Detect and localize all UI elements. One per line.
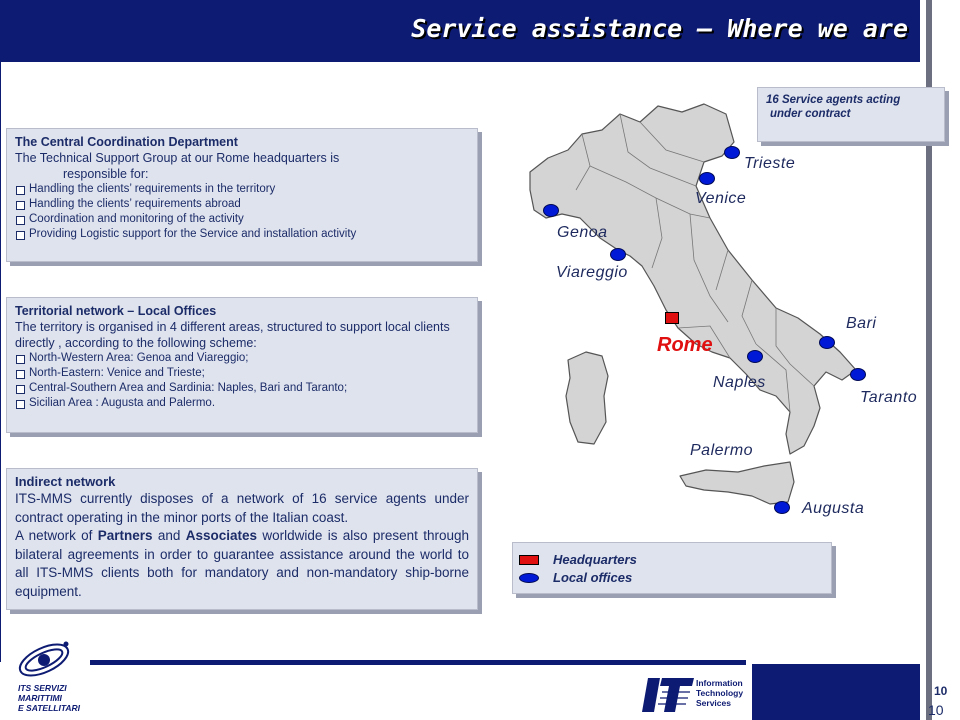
services-line-3: Services xyxy=(696,698,731,708)
legend-local-label: Local offices xyxy=(553,570,633,585)
city-label-trieste: Trieste xyxy=(744,155,796,172)
territorial-intro: The territory is organised in 4 different areas, structured to support local clients directly , according to the following scheme: xyxy=(15,320,450,350)
city-label-venice: Venice xyxy=(695,190,747,207)
territorial-title: Territorial network – Local Offices xyxy=(15,304,217,318)
list-item: Handling the clients’ requirements in the territory xyxy=(15,182,469,197)
city-label-palermo: Palermo xyxy=(690,442,754,459)
indirect-paragraph-2 xyxy=(15,527,469,601)
legend-row-local xyxy=(519,570,632,585)
its-services-name xyxy=(696,678,743,708)
list-item: Handling the clients’ requirements abroad xyxy=(15,197,469,212)
sardinia-shape xyxy=(566,352,608,444)
list-item: Central-Southern Area and Sardinia: Naples, Bari and Taranto; xyxy=(15,381,469,396)
indirect-network-box xyxy=(6,468,478,610)
agents-line-1: 16 Service agents acting xyxy=(766,94,901,106)
indirect-paragraph-1: ITS-MMS currently disposes of a network of 16 service agents under contract operating in the minor ports of the Italian coast. xyxy=(15,491,469,525)
left-border-line xyxy=(0,62,1,662)
services-line-1: Information xyxy=(696,678,743,688)
central-bullet-list xyxy=(15,182,469,242)
central-title: The Central Coordination Department xyxy=(15,135,238,149)
legend-row-hq xyxy=(519,552,637,567)
office-marker-taranto xyxy=(850,368,866,381)
office-marker-trieste xyxy=(724,146,740,159)
territorial-network-box xyxy=(6,297,478,433)
list-item: Providing Logistic support for the Service and installation activity xyxy=(15,227,469,242)
list-item: North-Western Area: Genoa and Viareggio; xyxy=(15,351,469,366)
services-line-2: Technology xyxy=(696,688,744,698)
indirect-p2-a: A network of xyxy=(15,528,98,543)
indirect-p2-e: worldwide is also present through bilateral agreements in order to guarantee assistance around the world to all ITS-MMS clients both for mandatory and non-mandatory ship-borne equipment. xyxy=(15,528,470,599)
hq-swatch xyxy=(519,555,539,565)
office-marker-bari xyxy=(819,336,835,349)
city-label-taranto: Taranto xyxy=(860,389,918,406)
office-marker-genoa xyxy=(543,204,559,217)
list-item: North-Eastern: Venice and Trieste; xyxy=(15,366,469,381)
office-marker-augusta xyxy=(774,501,790,514)
indirect-title: Indirect network xyxy=(15,474,116,489)
office-marker-venice xyxy=(699,172,715,185)
territorial-bullet-list xyxy=(15,351,469,411)
associates-label: Associates xyxy=(185,528,258,543)
city-label-naples: Naples xyxy=(713,374,766,391)
city-label-bari: Bari xyxy=(846,315,877,332)
list-item: Coordination and monitoring of the activity xyxy=(15,212,469,227)
its-line-3: E SATELLITARI xyxy=(18,703,81,713)
italy-map xyxy=(490,90,930,530)
footer-divider xyxy=(90,660,746,665)
city-label-viareggio: Viareggio xyxy=(556,264,628,281)
office-marker-naples xyxy=(747,350,763,363)
city-label-augusta: Augusta xyxy=(802,500,865,517)
central-coordination-box xyxy=(6,128,478,262)
its-line-2: MARITTIMI xyxy=(18,693,62,703)
city-label-rome: Rome xyxy=(657,334,713,356)
hq-marker-rome xyxy=(665,312,679,324)
its-line-1: ITS SERVIZI xyxy=(18,683,67,693)
local-office-swatch xyxy=(519,573,539,583)
legend-hq-label: Headquarters xyxy=(553,552,637,567)
map-legend xyxy=(512,542,832,594)
partners-label: Partners xyxy=(97,528,153,543)
central-intro: The Technical Support Group at our Rome headquarters is xyxy=(15,151,340,165)
sicily-shape xyxy=(680,462,794,504)
central-intro-cont: responsible for: xyxy=(63,167,149,181)
header-bar xyxy=(0,0,920,62)
list-item: Sicilian Area : Augusta and Palermo. xyxy=(15,396,469,411)
city-label-genoa: Genoa xyxy=(557,224,608,241)
its-company-name xyxy=(18,683,80,713)
office-marker-viareggio xyxy=(610,248,626,261)
footer-bar xyxy=(752,664,920,720)
page-title: Service assistance – Where we are xyxy=(411,14,908,43)
agents-line-2: under contract xyxy=(770,108,851,120)
page-number-secondary: 10 xyxy=(928,702,944,718)
page-number: 10 xyxy=(934,684,948,698)
indirect-p2-c: and xyxy=(152,528,186,543)
